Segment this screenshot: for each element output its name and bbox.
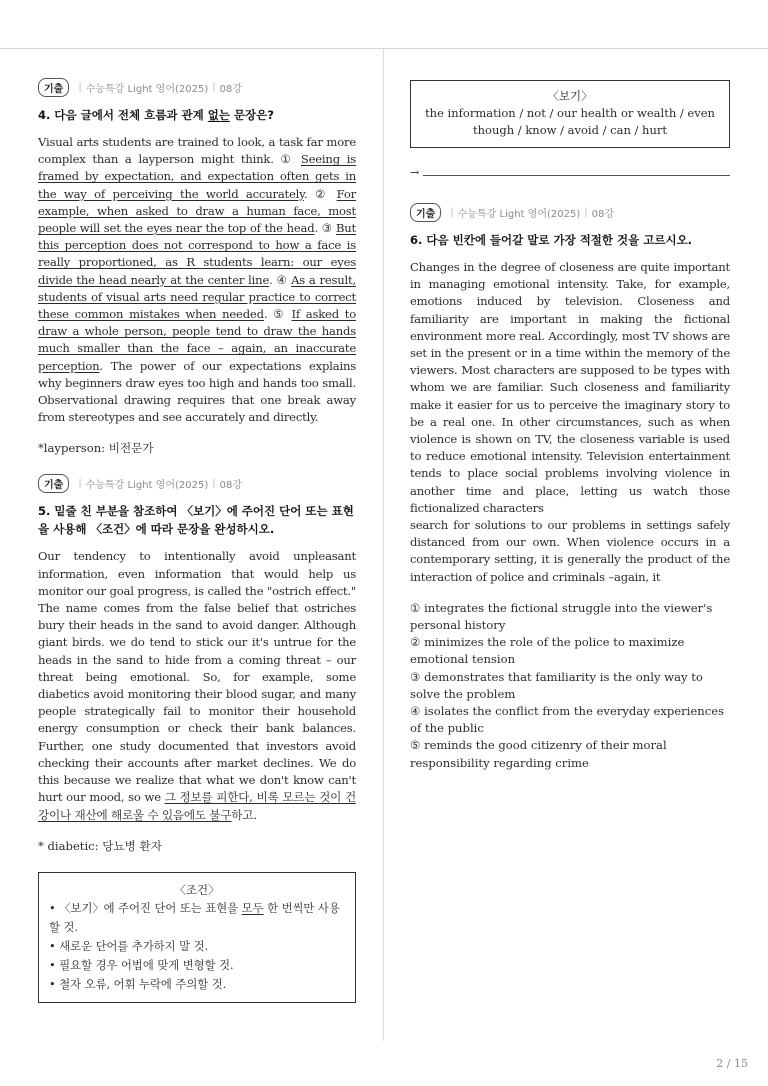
q5-conditions-box	[38, 872, 356, 1003]
q6-option-5[interactable]: ⑤ reminds the good citizenry of their moral responsibility regarding crime	[410, 738, 667, 770]
q6-option-4[interactable]: ④ isolates the conflict from the everyday experiences of the public	[410, 704, 725, 736]
right-column	[410, 80, 730, 772]
header-rule	[0, 48, 768, 49]
q4-sentence-5: If asked to draw a whole person, people tend to draw the hands much smaller than the face – again, an inaccurate perception	[38, 307, 356, 373]
q5-condition-2: • 새로운 단어를 추가하지 말 것.	[49, 939, 209, 953]
q6-title: 6. 다음 빈칸에 들어갈 말로 가장 적절한 것을 고르시오.	[410, 233, 693, 247]
q5-condition-4: • 철자 오류, 어휘 누락에 주의할 것.	[49, 977, 227, 991]
q6-source: 수능특강 Light 영어(2025)	[457, 208, 581, 220]
page-number: 2 / 15	[716, 1057, 748, 1070]
column-divider	[383, 49, 384, 1041]
q5-lesson: 08강	[219, 479, 242, 491]
q5-source: 수능특강 Light 영어(2025)	[85, 479, 209, 491]
q5-condition-3: • 필요할 경우 어법에 맞게 변형할 것.	[49, 958, 234, 972]
q4-source: 수능특강 Light 영어(2025)	[85, 83, 209, 95]
q5-passage: Our tendency to intentionally avoid unpleasant information, even information that would help us monitor our goal progress, is called the "ostrich effect." The name comes from the false belief that ostriches bury their heads in the sand to avoid danger. Although giant birds. we do tend to stick our it's untrue for the heads in the sand to hide from a coming threat – our threat being emotional. So, for example, some diabetics avoid monitoring their blood sugar, and many people strategically fail to monitor their household energy consumption or check their bank balances. Further, one study documented that investors avoid checking their accounts after market declines. We do this because we realize that what we don't know can't hurt our mood, so we 그 정보를 피한다, 비록 모르는 것이 건강이나 재산에 해로울 수 있음에도 불구하고.	[38, 549, 356, 822]
q5-condition-1: • 〈보기〉에 주어진 단어 또는 표현을 모두 한 번씩만 사용할 것.	[49, 901, 340, 934]
q5-answer-line[interactable]	[410, 166, 730, 179]
q5-footnote: * diabetic: 당뇨병 환자	[38, 838, 162, 853]
q6-source-line: 기출 | 수능특강 Light 영어(2025) | 08강	[410, 203, 730, 221]
q4-sentence-2: For example, when asked to draw a human face, most people will set the eyes near the top of the head	[38, 186, 356, 236]
left-column	[38, 78, 356, 1003]
q4-source-line: 기출 | 수능특강 Light 영어(2025) | 08강	[38, 78, 356, 96]
q4-passage: Visual arts students are trained to look, a task far more complex than a layperson might think. ① Seeing is framed by expectation, and expectation often gets in the way of perceiving the world accurately. ② For example, when asked to draw a human face, most people will set the eyes near the top of the head. ③ But this perception does not correspond to how a face is really proportioned, as R students learn: our eyes divide the head nearly at the center line. ④ As a result, students of visual arts need regular practice to correct these common mistakes when needed. ⑤ If asked to draw a whole person, people tend to draw the hands much smaller than the face – again, an inaccurate perception. The power of our expectations explains why beginners draw eyes too high and hands too small. Observational drawing requires that one break away from stereotypes and see accurately and directly.	[38, 135, 356, 425]
q5-source-line: 기출 | 수능특강 Light 영어(2025) | 08강	[38, 474, 356, 492]
q5-bogi-words: the information / not / our health or wealth / even though / know / avoid / can / hurt	[425, 106, 715, 137]
q6-option-3[interactable]: ③ demonstrates that familiarity is the only way to solve the problem	[410, 669, 703, 701]
q5-conditions-title: 〈조건〉	[174, 882, 220, 897]
q6-passage: Changes in the degree of closeness are quite important in managing emotional intensity. Take, for example, emotions induced by television. Closeness and familiarity are important in making the fictional environment more real. Accordingly, most TV shows are set in the present or in a time within the memory of the viewers. Most characters are supposed to be types with whom we are familiar. Such closeness and familiarity make it easier for us to perceive the imaginary story to be a real one. In other circumstances, such as when violence is shown on TV, the closeness variable is used to reduce emotional intensity. Television entertainment tends to place social problems involving violence in another time and place, letting us watch those fictionalized characters	[410, 260, 730, 515]
q5-underlined-part: 그 정보를 피한다, 비록 모르는 것이 건강이나 재산에 해로울 수 있음에도 불구	[38, 790, 356, 822]
q4-sentence-4: As a result, students of visual arts need regular practice to correct these common mistakes when needed	[38, 272, 356, 322]
q6-passage-continued: search for solutions to our problems in settings safely distanced from our own. When violence occurs in a contemporary setting, it is generally the product of the interaction of police and criminals –again, it	[410, 518, 730, 584]
q4-title: 4. 다음 글에서 전체 흐름과 관계 없는 문장은?	[38, 108, 274, 122]
q5-title: 5. 밑줄 친 부분을 참조하여 〈보기〉에 주어진 단어 또는 표현을 사용해 〈조건〉에 따라 문장을 완성하시오.	[38, 504, 354, 537]
q6-options	[410, 600, 730, 772]
question-4	[38, 78, 356, 456]
q5-bogi-box	[410, 80, 730, 148]
question-5	[38, 474, 356, 1002]
q6-tag-badge: 기출	[410, 203, 441, 222]
q4-footnote: *layperson: 비전문가	[38, 441, 154, 456]
q4-sentence-3: But this perception does not correspond to how a face is really proportioned, as R students learn: our eyes divide the head nearly at the center line	[38, 221, 356, 287]
arrow-icon: →	[410, 166, 420, 179]
q6-option-1[interactable]: ① integrates the fictional struggle into the viewer's personal history	[410, 600, 713, 633]
q6-option-2[interactable]: ② minimizes the role of the police to maximize emotional tension	[410, 635, 685, 667]
q5-tag-badge: 기출	[38, 474, 69, 493]
q5-bogi-title: 〈보기〉	[547, 89, 593, 103]
question-6	[410, 203, 730, 772]
q6-lesson: 08강	[591, 208, 614, 220]
q4-sentence-1: Seeing is framed by expectation, and expectation often gets in the way of perceiving the world accurately	[38, 152, 356, 201]
q4-tag-badge: 기출	[38, 78, 69, 97]
q4-lesson: 08강	[219, 83, 242, 95]
